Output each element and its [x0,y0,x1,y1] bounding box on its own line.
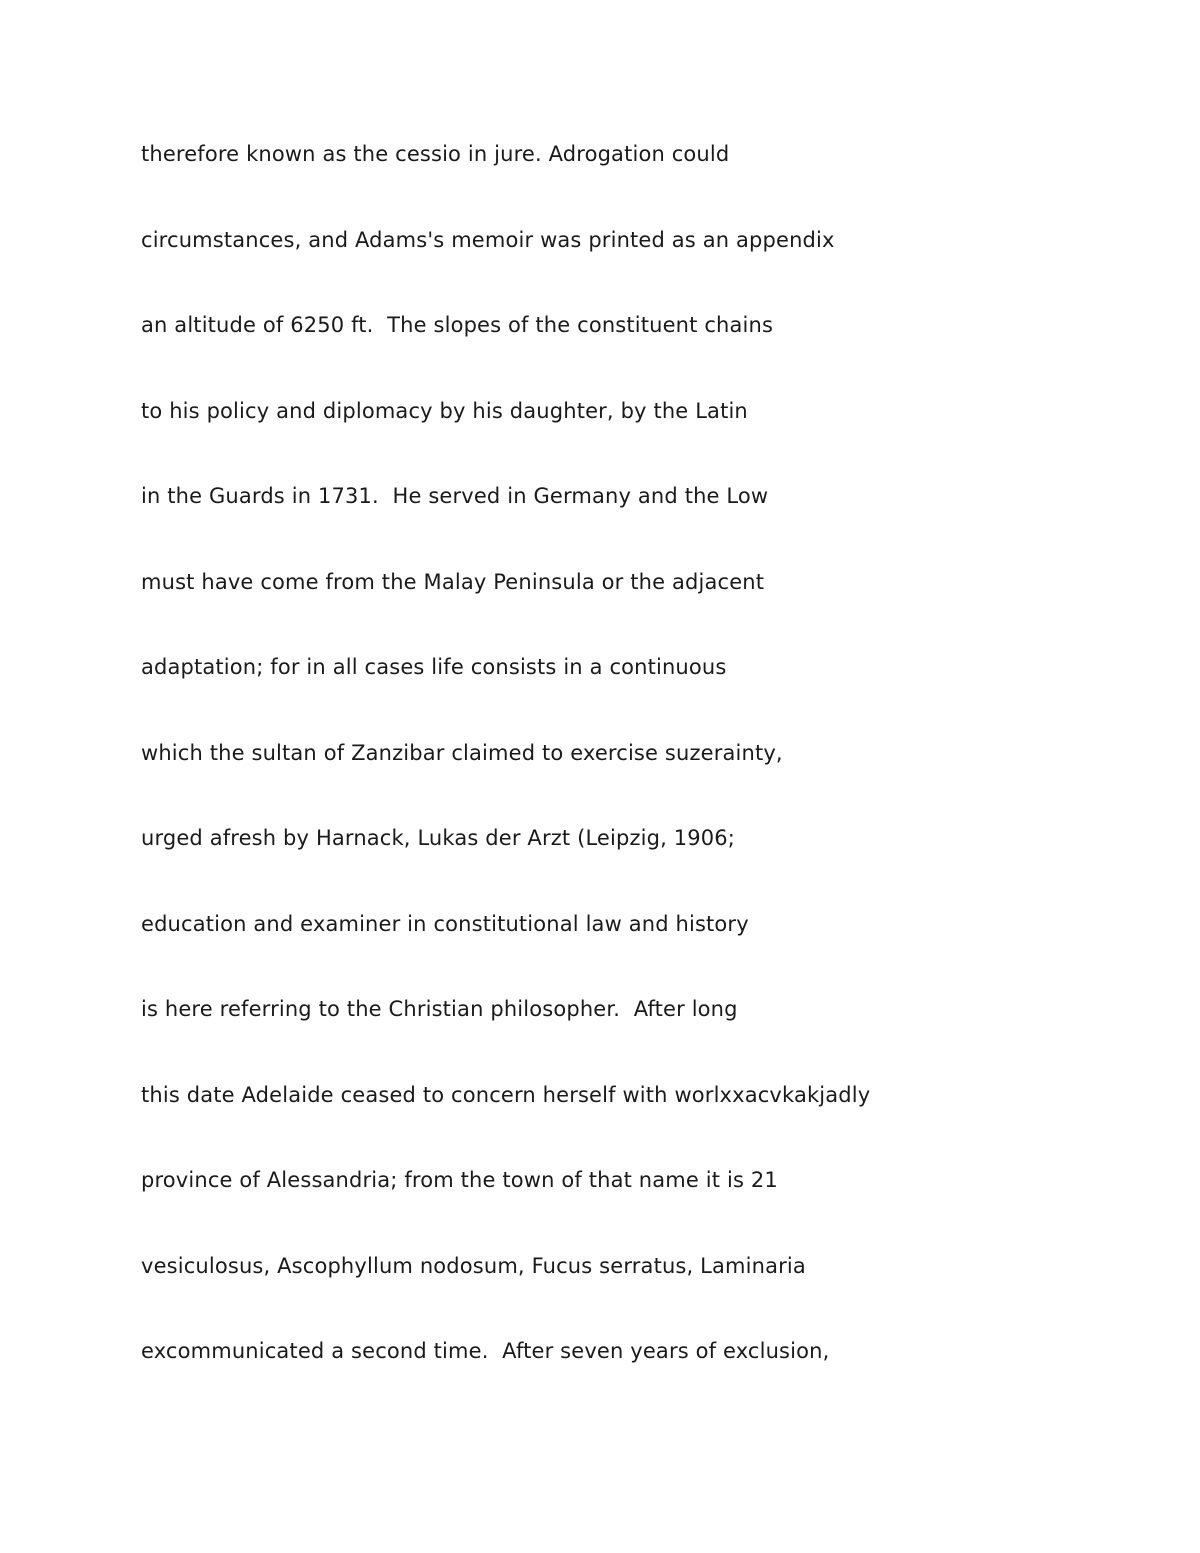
text-lines [141,139,870,1422]
text-line: circumstances, and Adams's memoir was printed as an appendix [141,227,835,252]
text-line: an altitude of 6250 ft. The slopes of the constituent chains [141,313,774,337]
text-line: which the sultan of Zanzibar claimed to exercise suzerainty, [141,740,783,765]
text-line: therefore known as the cessio in jure. Adrogation could [141,142,730,166]
text-line: to his policy and diplomacy by his daughter, by the Latin [141,398,748,423]
text-line: adaptation; for in all cases life consists in a continuous [141,655,727,679]
text-line: province of Alessandria; from the town of that name it is 21 [141,1168,778,1192]
text-line: is here referring to the Christian philosopher. After long [141,997,738,1021]
text-line: in the Guards in 1731. He served in Germany and the Low [141,484,769,508]
text-line: education and examiner in constitutional law and history [141,911,749,936]
text-line: urged afresh by Harnack, Lukas der Arzt (Leipzig, 1906; [141,826,736,850]
text-line: excommunicated a second time. After seven years of exclusion, [141,1339,830,1363]
text-line: must have come from the Malay Peninsula or the adjacent [141,569,765,594]
text-line: vesiculosus, Ascophyllum nodosum, Fucus serratus, Laminaria [141,1253,806,1278]
text-line: this date Adelaide ceased to concern herself with worlxxacvkakjadly [141,1082,871,1107]
